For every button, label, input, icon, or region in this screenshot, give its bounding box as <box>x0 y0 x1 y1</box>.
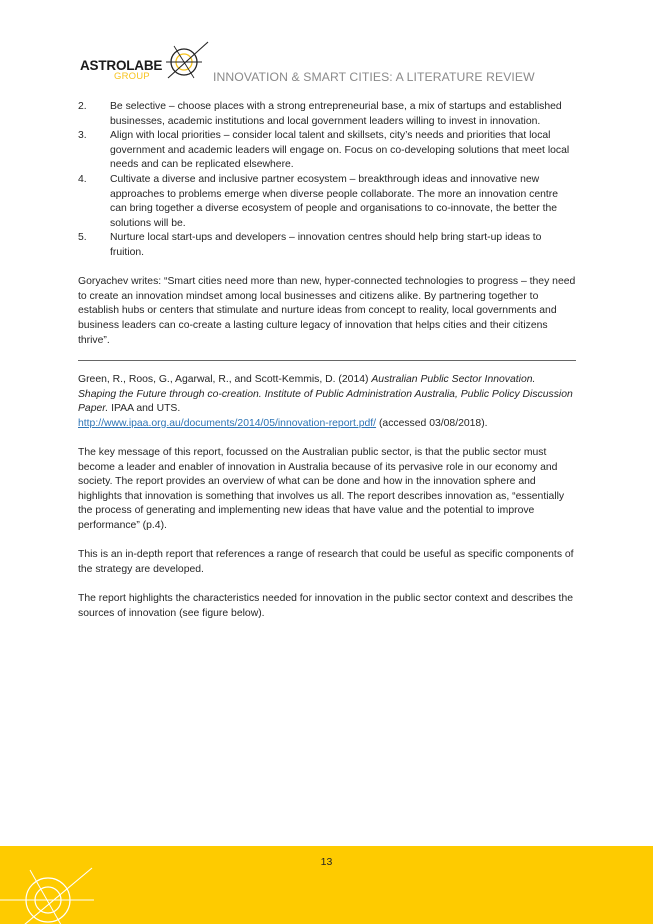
astrolabe-icon <box>160 38 214 84</box>
list-text: Align with local priorities – consider local talent and skillsets, city’s needs and priorities that local government and academic leaders will engage on. Focus on co-developing solutions that meet local needs and can be replicated elsewhere. <box>110 130 570 171</box>
list-item <box>78 129 576 173</box>
goryachev-quote-paragraph: Goryachev writes: “Smart cities need more than new, hyper-connected technologies to progress – they need to create an innovation mindset among local businesses and citizens alike. By partnering together to establish hubs or centers that stimulate and nurture ideas from concept to reality, local governments and business leaders can co-create a lasting culture legacy of innovation that helps cities and their citizens thrive”. <box>78 276 576 346</box>
list-number: 3. <box>78 130 87 142</box>
list-item <box>78 231 576 260</box>
section-divider <box>78 360 576 361</box>
page-content <box>78 100 576 621</box>
reference-citation <box>78 373 576 431</box>
list-text: Be selective – choose places with a strong entrepreneurial base, a mix of startups and established businesses, academic institutions and local government leaders willing to invest in innovation. <box>110 101 562 127</box>
list-number: 5. <box>78 232 87 244</box>
reference-publisher: IPAA and UTS. <box>108 403 181 415</box>
body-paragraph: The report highlights the characteristics needed for innovation in the public sector context and describes the sources of innovation (see figure below). <box>78 593 573 619</box>
body-paragraph: This is an in-depth report that references a range of research that could be useful as specific components of the strategy are developed. <box>78 549 574 575</box>
astrolabe-watermark-icon <box>0 860 110 924</box>
reference-title: Australian Public Sector Innovation. Shaping the Future through co-creation. Institute of Public Administration Australia, Public Policy Discussion Paper. <box>78 374 573 415</box>
page-footer <box>0 846 653 924</box>
reference-accessed: (accessed 03/08/2018). <box>376 417 488 429</box>
list-item <box>78 100 576 129</box>
reference-link[interactable]: http://www.ipaa.org.au/documents/2014/05/innovation-report.pdf/ <box>78 417 377 429</box>
astrolabe-logo <box>78 38 214 84</box>
list-text: Cultivate a diverse and inclusive partner ecosystem – breakthrough ideas and innovative new approaches to problems emerge when diverse people collaborate. The more an innovation centre can bring together a diverse ecosystem of people and organisations to co-innovate, the better the solutions will be. <box>110 173 559 229</box>
logo-subtitle: GROUP <box>114 71 150 82</box>
list-text: Nurture local start-ups and developers – innovation centres should help bring start-up ideas to fruition. <box>110 232 542 258</box>
page-number: 13 <box>320 856 333 868</box>
body-paragraph: The key message of this report, focussed on the Australian public sector, is that the public sector must become a leader and enabler of innovation in Australia because of its pervasive role in our economy and society. The report provides an overview of what can be done and how in the innovation sphere and highlights that innovation is something that involves us all. The report describes innovation as, “essentially the process of generating and implementing new ideas that have value and the potential to improve performance” (p.4). <box>78 447 565 532</box>
logo-wordmark: ASTROLABE <box>80 58 163 73</box>
recommendation-list <box>78 100 576 261</box>
reference-authors: Green, R., Roos, G., Agarwal, R., and Scott-Kemmis, D. (2014) <box>78 374 372 386</box>
list-item <box>78 173 576 231</box>
list-number: 4. <box>78 173 87 185</box>
list-number: 2. <box>78 101 87 112</box>
report-title: INNOVATION & SMART CITIES: A LITERATURE REVIEW <box>213 70 535 84</box>
